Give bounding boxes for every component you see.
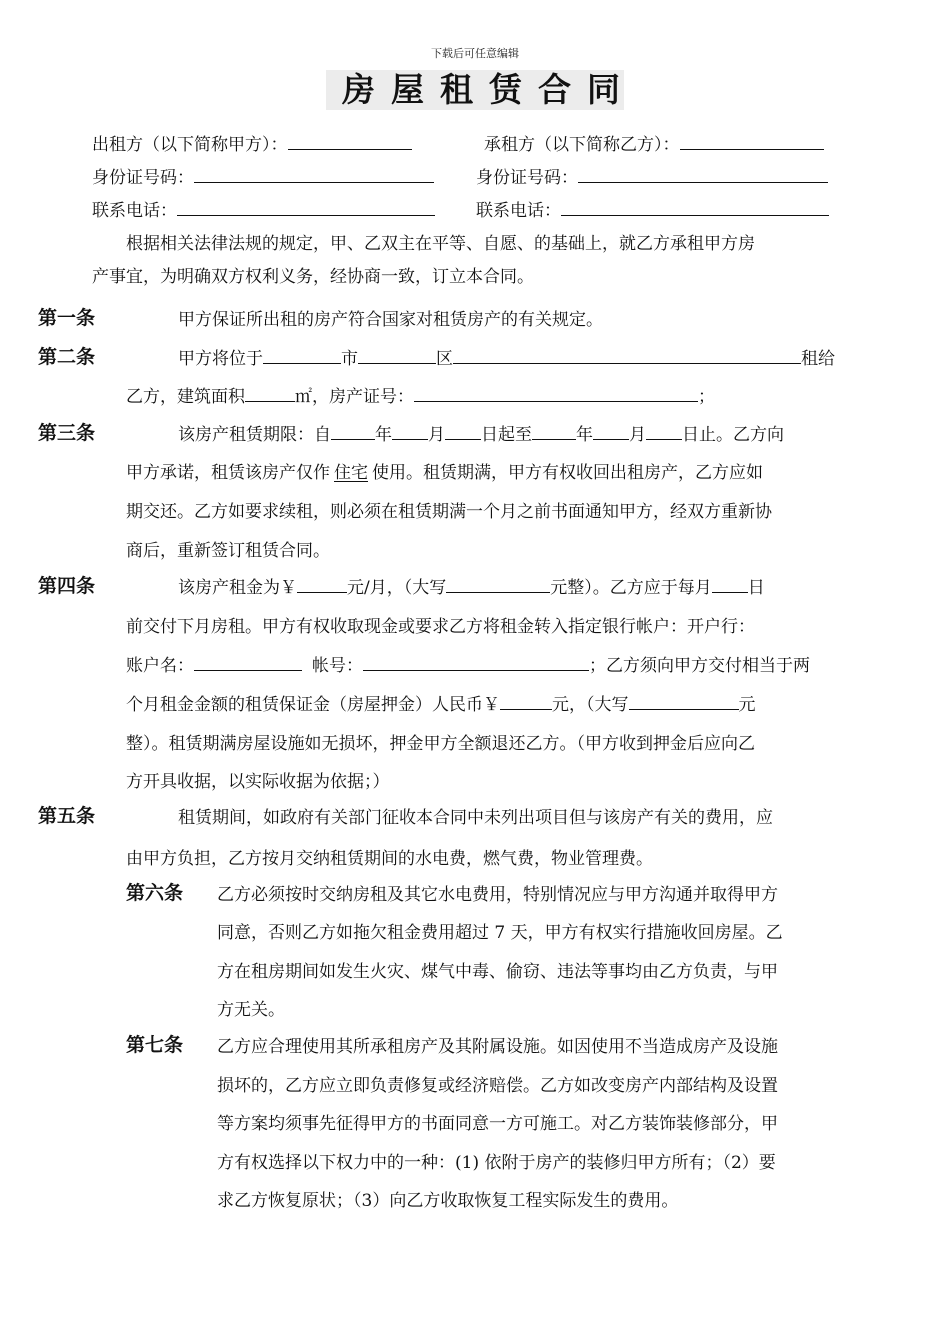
article-5-line-2: 由甲方负担，乙方按月交纳租赁期间的水电费，燃气费，物业管理费。 xyxy=(126,849,653,869)
deposit-words-blank xyxy=(629,694,739,710)
article-2-text: ㎡，房产证号： xyxy=(295,387,414,407)
city-blank xyxy=(263,348,341,364)
edit-hint: 下载后可任意编辑 xyxy=(431,47,519,60)
article-4-text: 帐号： xyxy=(312,656,363,676)
article-7-heading: 第七条 xyxy=(126,1034,184,1056)
rent-amount-blank xyxy=(297,577,347,593)
usage-value: 住宅 xyxy=(334,463,368,483)
lessee-field xyxy=(484,130,824,155)
article-4-text: 元，（大写 xyxy=(552,695,629,715)
lessee-id-field xyxy=(476,163,828,188)
article-4-text: 元/月，（大写 xyxy=(347,578,447,598)
start-year-blank xyxy=(331,424,375,440)
article-7-line-3: 等方案均须事先征得甲方的书面同意一方可施工。对乙方装饰装修部分，甲 xyxy=(217,1114,778,1134)
article-3-text: 月 xyxy=(629,425,646,445)
article-5-line-1: 租赁期间，如政府有关部门征收本合同中未列出项目但与该房产有关的费用，应 xyxy=(178,808,773,828)
preamble-line-1: 根据相关法律法规的规定，甲、乙双主在平等、自愿、的基础上，就乙方承租甲方房 xyxy=(126,234,755,254)
article-5-heading: 第五条 xyxy=(38,805,96,827)
article-4-line-4 xyxy=(126,690,756,715)
article-3-line-4: 商后，重新签订租赁合同。 xyxy=(126,541,330,561)
account-number-blank xyxy=(363,655,589,671)
article-2-text: ； xyxy=(698,387,715,407)
document-title: 房屋租赁合同 xyxy=(326,70,624,110)
article-4-line-3 xyxy=(126,651,810,676)
article-7-line-2: 损坏的，乙方应立即负责修复或经济赔偿。乙方如改变房产内部结构及设置 xyxy=(217,1076,778,1096)
article-2-text: 区 xyxy=(436,349,453,369)
address-blank xyxy=(453,348,801,364)
lessor-phone-label: 联系电话： xyxy=(92,201,177,221)
article-2-heading: 第二条 xyxy=(38,346,96,368)
article-3-line-1 xyxy=(178,420,784,445)
article-6-line-2: 同意，否则乙方如拖欠租金费用超过 7 天，甲方有权实行措施收回房屋。乙 xyxy=(217,923,783,943)
lessor-field xyxy=(92,130,412,155)
article-7-line-1: 乙方应合理使用其所承租房产及其附属设施。如因使用不当造成房产及设施 xyxy=(217,1037,778,1057)
end-year-blank xyxy=(532,424,576,440)
article-7-line-4: 方有权选择以下权力中的一种：(1) 依附于房产的装修归甲方所有；（2）要 xyxy=(217,1153,776,1173)
lessee-phone-blank xyxy=(561,200,829,216)
article-4-text: ；乙方须向甲方交付相当于两 xyxy=(589,656,810,676)
deposit-amount-blank xyxy=(500,694,552,710)
article-2-line-1 xyxy=(178,344,835,369)
article-3-text: 月 xyxy=(428,425,445,445)
article-4-text: 账户名： xyxy=(126,656,194,676)
lessor-phone-field xyxy=(92,196,435,221)
article-3-text: 甲方承诺，租赁该房产仅作 xyxy=(126,463,330,483)
article-4-text: 个月租金金额的租赁保证金（房屋押金）人民币￥ xyxy=(126,695,500,715)
article-1-heading: 第一条 xyxy=(38,307,96,329)
pay-day-blank xyxy=(712,577,748,593)
article-3-text: 年 xyxy=(375,425,392,445)
article-2-text: 甲方将位于 xyxy=(178,349,263,369)
article-6-line-4: 方无关。 xyxy=(217,1000,285,1020)
article-3-text: 该房产租赁期限：自 xyxy=(178,425,331,445)
article-6-line-3: 方在租房期间如发生火灾、煤气中毒、偷窃、违法等事均由乙方负责，与甲 xyxy=(217,962,778,982)
article-4-heading: 第四条 xyxy=(38,575,96,597)
lessee-id-blank xyxy=(578,167,828,183)
article-6-line-1: 乙方必须按时交纳房租及其它水电费用，特别情况应与甲方沟通并取得甲方 xyxy=(217,885,778,905)
article-2-text: 租给 xyxy=(801,349,835,369)
article-4-text: 元 xyxy=(738,695,756,715)
article-2-line-2 xyxy=(126,382,715,407)
article-4-line-1 xyxy=(178,573,765,598)
end-day-blank xyxy=(646,424,682,440)
article-4-text: 日 xyxy=(747,578,765,598)
article-4-line-2: 前交付下月房租。甲方有权收取现金或要求乙方将租金转入指定银行帐户：开户行： xyxy=(126,617,755,637)
article-3-text: 年 xyxy=(576,425,593,445)
lessor-phone-blank xyxy=(177,200,435,216)
certificate-blank xyxy=(414,386,698,402)
district-blank xyxy=(358,348,436,364)
article-3-line-2 xyxy=(126,458,763,483)
lessor-id-blank xyxy=(194,167,434,183)
article-3-heading: 第三条 xyxy=(38,422,96,444)
end-month-blank xyxy=(593,424,629,440)
lessee-label: 承租方（以下简称乙方）： xyxy=(484,135,680,155)
lessee-id-label: 身份证号码： xyxy=(476,168,578,188)
article-6-heading: 第六条 xyxy=(126,882,184,904)
article-4-text: 该房产租金为￥ xyxy=(178,578,297,598)
start-day-blank xyxy=(445,424,481,440)
preamble-line-2: 产事宜，为明确双方权利义务，经协商一致，订立本合同。 xyxy=(92,267,534,287)
lessor-label: 出租方（以下简称甲方）： xyxy=(92,135,288,155)
article-3-line-3: 期交还。乙方如要求续租，则必须在租赁期满一个月之前书面通知甲方，经双方重新协 xyxy=(126,502,772,522)
start-month-blank xyxy=(392,424,428,440)
article-4-text: 元整）。乙方应于每月 xyxy=(550,578,712,598)
lessor-blank xyxy=(288,134,412,150)
article-2-text: 乙方，建筑面积 xyxy=(126,387,245,407)
account-name-blank xyxy=(194,655,302,671)
lessee-phone-label: 联系电话： xyxy=(476,201,561,221)
article-4-line-5: 整）。租赁期满房屋设施如无损坏，押金甲方全额退还乙方。（甲方收到押金后应向乙 xyxy=(126,734,755,754)
article-3-text: 使用。租赁期满，甲方有权收回出租房产，乙方应如 xyxy=(372,463,763,483)
rent-words-blank xyxy=(446,577,550,593)
lessee-blank xyxy=(680,134,824,150)
lessee-phone-field xyxy=(476,196,829,221)
article-7-line-5: 求乙方恢复原状；（3）向乙方收取恢复工程实际发生的费用。 xyxy=(217,1191,679,1211)
article-1-text: 甲方保证所出租的房产符合国家对租赁房产的有关规定。 xyxy=(178,310,603,330)
article-3-text: 日起至 xyxy=(481,425,532,445)
area-blank xyxy=(245,386,295,402)
lessor-id-field xyxy=(92,163,434,188)
article-2-text: 市 xyxy=(341,349,358,369)
lessor-id-label: 身份证号码： xyxy=(92,168,194,188)
article-4-line-6: 方开具收据，以实际收据为依据；） xyxy=(126,772,390,792)
article-3-text: 日止。乙方向 xyxy=(682,425,784,445)
